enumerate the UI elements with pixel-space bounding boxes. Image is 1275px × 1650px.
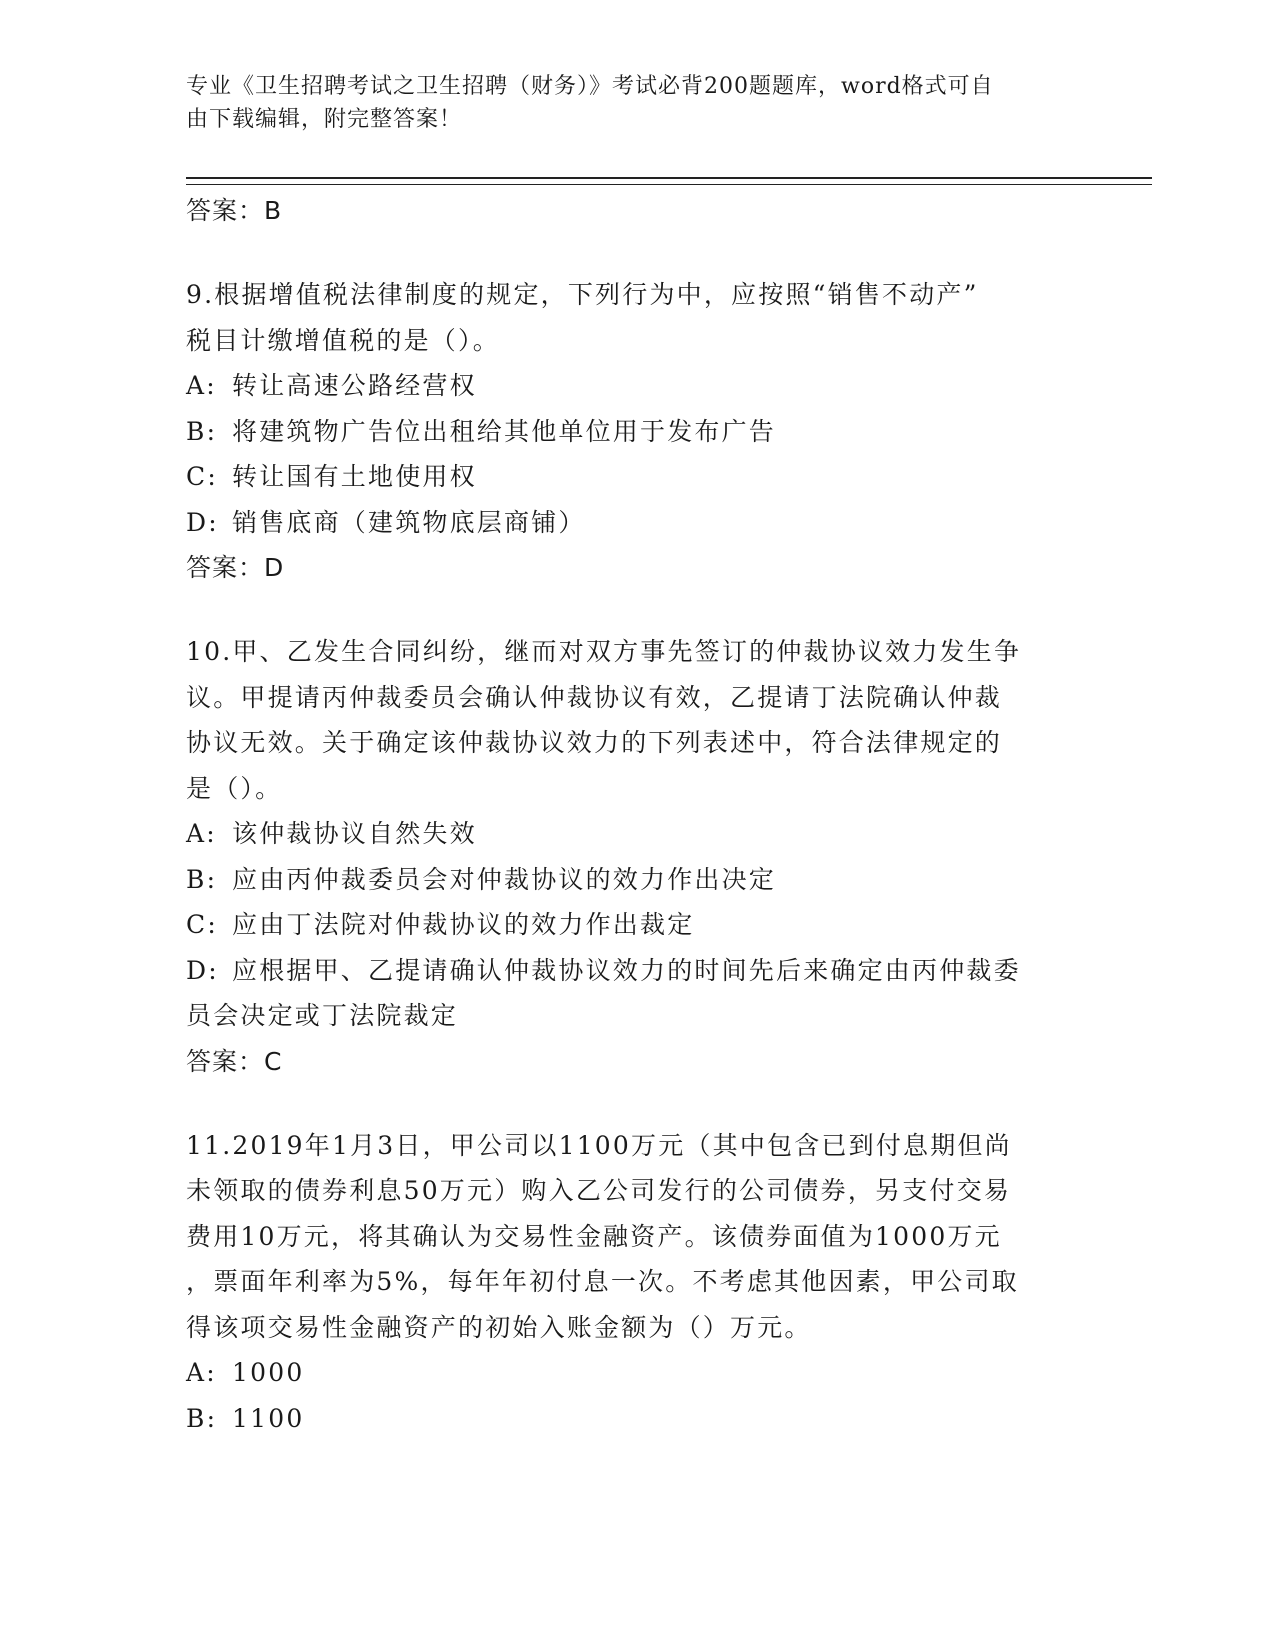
option-a [186,363,1066,409]
option-label: B: [186,1403,218,1433]
document-header [186,70,1066,136]
answer-10: 答案：C [186,1046,283,1076]
question-stem [186,272,1066,363]
document-body [186,188,1066,1441]
header-line-1: 专业《卫生招聘考试之卫生招聘（财务）》考试必背200题题库，word格式可自 [186,74,994,99]
question-9 [186,272,1066,591]
option-d-continuation: 员会决定或丁法院裁定 [186,1001,459,1030]
option-text: 1100 [232,1403,305,1433]
option-c [186,454,1066,500]
stem-line: 费用10万元，将其确认为交易性金融资产。该债券面值为1000万元 [186,1221,1002,1251]
option-label: D: [186,507,219,537]
answer-9: 答案：D [186,553,285,582]
option-label: A: [186,1358,217,1387]
option-a [186,1350,1066,1396]
stem-line: ，票面年利率为5%，每年年初付息一次。不考虑其他因素，甲公司取 [186,1267,1019,1296]
option-label: A: [186,371,217,400]
answer-previous: 答案：B [186,196,283,225]
stem-line: 议。甲提请丙仲裁委员会确认仲裁协议有效，乙提请丁法院确认仲裁 [186,682,1003,712]
option-d [186,500,1066,546]
option-a [186,811,1066,857]
option-b [186,1396,1066,1442]
option-text: 销售底商（建筑物底层商铺） [232,507,586,537]
option-label: B: [186,864,218,894]
option-text: 应由丁法院对仲裁协议的效力作出裁定 [232,910,695,939]
option-label: D: [186,955,219,985]
option-b [186,409,1066,455]
option-text: 该仲裁协议自然失效 [232,819,477,848]
header-line-2: 由下载编辑，附完整答案！ [186,107,463,132]
option-d [186,948,1066,994]
question-stem [186,629,1066,811]
option-b [186,857,1066,903]
stem-line: 得该项交易性金融资产的初始入账金额为（）万元。 [186,1312,812,1342]
stem-line: 协议无效。关于确定该仲裁协议效力的下列表述中，符合法律规定的 [186,728,1003,757]
option-text: 转让高速公路经营权 [232,371,477,400]
stem-line: 9.根据增值税法律制度的规定，下列行为中，应按照“销售不动产” [186,280,979,309]
option-text: 1000 [232,1358,305,1387]
option-label: B: [186,416,218,446]
question-11 [186,1123,1066,1442]
option-text: 转让国有土地使用权 [232,462,477,491]
option-c [186,902,1066,948]
stem-line: 是（）。 [186,773,283,803]
option-label: C: [186,462,218,491]
option-text: 将建筑物广告位出租给其他单位用于发布广告 [232,416,777,446]
question-stem [186,1123,1066,1351]
option-label: A: [186,819,217,848]
stem-line: 税目计缴增值税的是（）。 [186,325,500,355]
stem-line: 11.2019年1月3日，甲公司以1100万元（其中包含已到付息期但尚 [186,1130,1012,1160]
option-text: 应根据甲、乙提请确认仲裁协议效力的时间先后来确定由丙仲裁委 [232,955,1021,985]
header-divider [186,177,1152,185]
option-label: C: [186,910,218,939]
option-text: 应由丙仲裁委员会对仲裁协议的效力作出决定 [232,864,777,894]
stem-line: 10.甲、乙发生合同纠纷，继而对双方事先签订的仲裁协议效力发生争 [186,637,1022,666]
stem-line: 未领取的债券利息50万元）购入乙公司发行的公司债券，另支付交易 [186,1176,1012,1205]
question-10 [186,629,1066,1085]
